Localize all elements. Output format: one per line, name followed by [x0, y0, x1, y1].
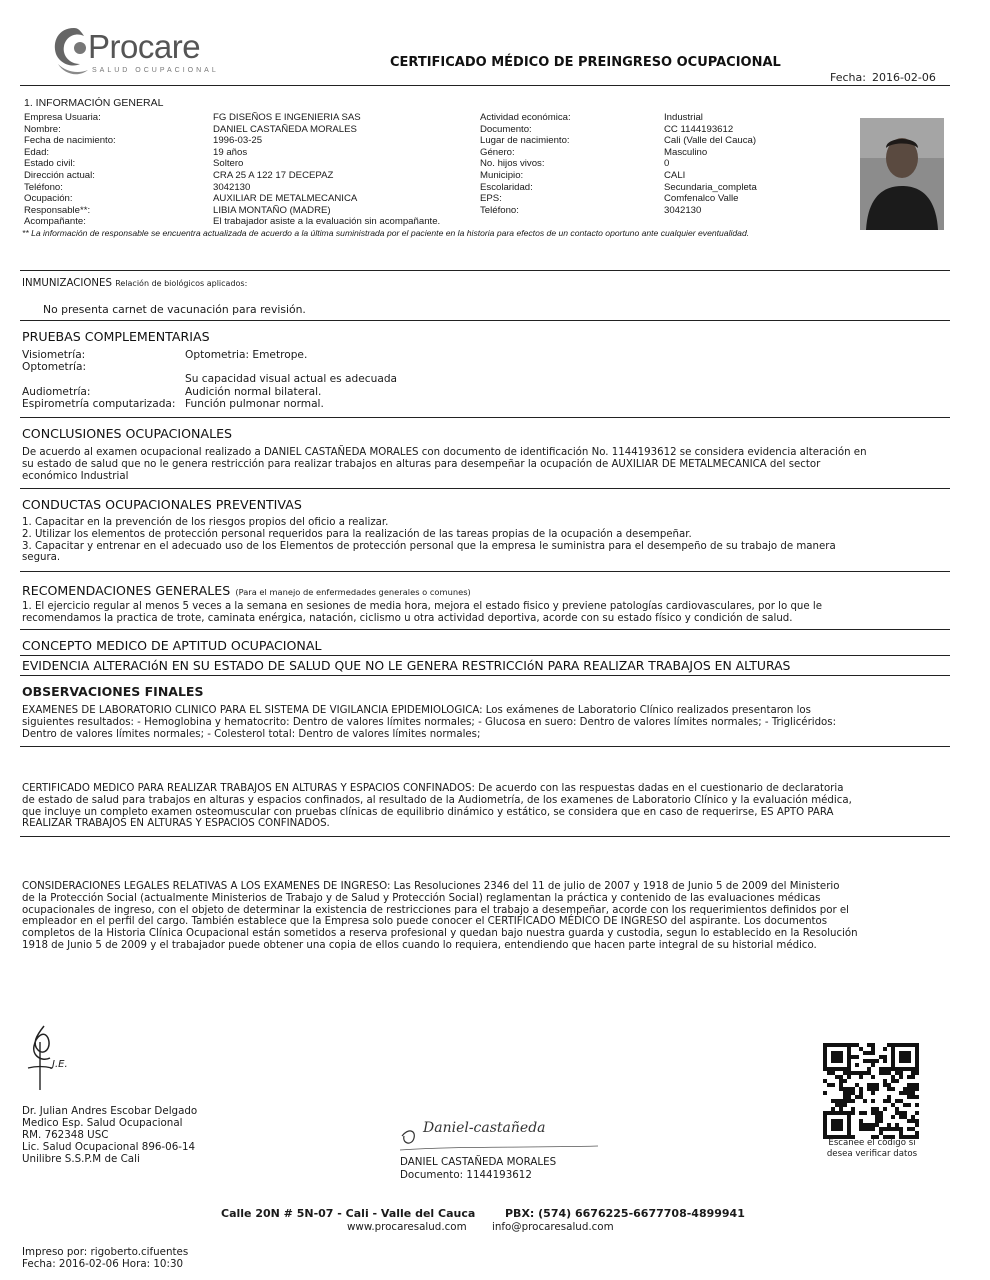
- general-value: FG DISEÑOS E INGENIERIA SAS: [213, 112, 361, 123]
- consideraciones-legales-text: [22, 881, 952, 952]
- inmunizaciones-text: No presenta carnet de vacunación para revisión.: [43, 303, 306, 316]
- general-value: 1996-03-25: [213, 135, 263, 147]
- footer-pbx: PBX: (574) 6676225-6677708-4899941: [505, 1207, 745, 1220]
- prueba-value: Audición normal bilateral.: [185, 385, 322, 398]
- general-label: Escolaridad:: [480, 181, 533, 193]
- patient-portrait-icon: [860, 118, 944, 230]
- general-label: Documento:: [480, 123, 532, 135]
- text-line: completos de la Historia Clínica Ocupacional están sometidos a reserva profesional y quedan bajo nuestra guarda y custodia, segun lo establecido en la Resolución: [22, 928, 858, 940]
- text-line: EXAMENES DE LABORATORIO CLINICO PARA EL SISTEMA DE VIGILANCIA EPIDEMIOLOGICA: Los exámenes de Laboratorio Clínico realizados presentaron los: [22, 705, 811, 716]
- prueba-value: Optometria: Emetrope.: [185, 349, 308, 361]
- general-right-labels: [480, 112, 571, 216]
- recomendaciones-heading: RECOMENDACIONES GENERALES: [22, 583, 231, 598]
- general-value: CALI: [664, 169, 686, 181]
- prueba-label: Audiometría:: [22, 385, 91, 398]
- prueba-value: [185, 361, 397, 373]
- general-value: Industrial: [664, 112, 703, 123]
- text-line: segura.: [22, 552, 61, 564]
- conductas-text: [22, 517, 952, 564]
- date-value: 2016-02-06: [871, 71, 936, 84]
- general-label: No. hijos vivos:: [480, 158, 545, 170]
- general-value: Secundaria_completa: [664, 181, 757, 193]
- patient-signature-scrawl: Daniel-castañeda: [423, 1120, 546, 1136]
- patient-photo: [860, 118, 944, 230]
- concepto-rule: [20, 675, 950, 676]
- doctor-signature: [22, 1022, 112, 1092]
- general-value: CRA 25 A 122 17 DECEPAZ: [213, 169, 334, 181]
- text-line: su estado de salud que no le genera restricción para realizar trabajos en alturas para desempeñar la ocupación de AUXILIAR DE METALMECANICA del sector: [22, 458, 821, 470]
- prueba-label: Espirometría computarizada:: [22, 397, 176, 410]
- prueba-value: Función pulmonar normal.: [185, 397, 324, 410]
- general-label: Dirección actual:: [24, 169, 95, 181]
- general-value: Comfenalco Valle: [664, 193, 739, 205]
- printed-by: Impreso por: rigoberto.cifuentes: [22, 1246, 189, 1258]
- general-value: 19 años: [213, 146, 248, 158]
- doctor-line: Dr. Julian Andres Escobar Delgado: [22, 1105, 198, 1117]
- text-line: 1. El ejercicio regular al menos 5 veces a la semana en sesiones de media hora, mejora el estado fisico y previene patologías cardiovasculares, por lo que le: [22, 601, 822, 612]
- inmunizaciones-sub: Relación de biológicos aplicados:: [115, 279, 248, 288]
- text-line: que incluye un completo examen osteomuscular con pruebas clínicas de equilibrio dinámico y estático, se considera que en caso de requerirse, ES APTO PARA: [22, 806, 834, 818]
- general-label: Estado civil:: [24, 158, 76, 170]
- general-value: El trabajador asiste a la evaluación sin acompañante.: [213, 216, 441, 228]
- general-value: AUXILIAR DE METALMECANICA: [213, 193, 358, 205]
- text-line: 3. Capacitar y entrenar en el adecuado uso de los Elementos de protección personal que la empresa le suministra para el desempeño de su trabajo de manera: [22, 540, 836, 552]
- general-label: Acompañante:: [24, 216, 86, 228]
- general-label: Municipio:: [480, 169, 524, 181]
- doctor-line: Lic. Salud Ocupacional 896-06-14: [22, 1141, 196, 1153]
- general-value: Soltero: [213, 158, 244, 170]
- laboratorio-text: [22, 705, 952, 740]
- responsable-note: ** La información de responsable se encuentra actualizada de acuerdo a la última suministrada por el paciente en la historia para efectos de un contacto oportuno ante cualquier eventualidad.: [22, 228, 750, 238]
- concepto-text: EVIDENCIA ALTERACIóN EN SU ESTADO DE SALUD QUE NO LE GENERA RESTRICCIóN PARA REALIZAR TRABAJOS EN ALTURAS: [22, 658, 791, 673]
- general-value: 0: [664, 158, 670, 170]
- general-label: EPS:: [480, 193, 502, 205]
- general-value: Masculino: [664, 146, 708, 158]
- conclusiones-heading: CONCLUSIONES OCUPACIONALES: [22, 426, 233, 441]
- doctor-line: Medico Esp. Salud Ocupacional: [22, 1117, 183, 1129]
- general-label: Género:: [480, 146, 515, 158]
- pruebas-labels: [22, 349, 175, 410]
- qr-caption: [813, 1138, 931, 1159]
- patient-doc: Documento: 1144193612: [400, 1169, 532, 1181]
- general-label: Actividad económica:: [480, 112, 571, 123]
- footer-web[interactable]: www.procaresalud.com: [347, 1221, 467, 1233]
- text-line: 2. Utilizar los elementos de protección personal requeridos para la realización de las tareas propias de la ocupación a desempeñar.: [22, 528, 692, 540]
- general-value: 3042130: [664, 204, 702, 216]
- inmunizaciones-rule: [20, 320, 950, 321]
- text-line: de estado de salud para trabajos en alturas y espacios confinados, al resultado de la Audiometría, de los examenes de Laboratorio Clínico y la evaluación médica,: [22, 794, 852, 806]
- prueba-label: Visiometría:: [22, 349, 86, 361]
- header-rule: [20, 85, 950, 86]
- text-line: Dentro de valores límites normales; - Colesterol total: Dentro de valores límites normales;: [22, 728, 481, 740]
- footer-email[interactable]: info@procaresalud.com: [492, 1221, 614, 1233]
- recomendaciones-heading-row: [22, 580, 471, 599]
- prueba-value: Su capacidad visual actual es adecuada: [185, 373, 398, 386]
- recomendaciones-sub: (Para el manejo de enfermedades generales o comunes): [235, 587, 471, 597]
- general-value: Cali (Valle del Cauca): [664, 135, 757, 147]
- prueba-label: [22, 373, 175, 385]
- alturas-rule: [20, 836, 950, 837]
- patient-name: DANIEL CASTAÑEDA MORALES: [400, 1156, 557, 1168]
- general-label: Teléfono:: [480, 204, 519, 216]
- doctor-line: Unilibre S.S.P.M de Cali: [22, 1153, 140, 1165]
- concepto-inner-rule: [20, 655, 950, 656]
- doctor-info: [22, 1105, 197, 1165]
- text-line: siguientes resultados: - Hemoglobina y hematocrito: Dentro de valores límites normales; - Glucosa en suero: Dentro de valores límites normales; - Triglicéridos:: [22, 716, 837, 728]
- general-value: CC 1144193612: [664, 123, 734, 135]
- pruebas-rule: [20, 417, 950, 418]
- text-line: De acuerdo al examen ocupacional realizado a DANIEL CASTAÑEDA MORALES con documento de identificación No. 1144193612 se considera evidencia alteración en: [22, 447, 867, 458]
- text-line: 1918 de Junio 5 de 2009 y el trabajador puede obtener una copia de ellos cuando lo requiera, entendiendo que hacen parte integral de su historial médico.: [22, 939, 817, 951]
- text-line: económico Industrial: [22, 470, 129, 482]
- inmunizaciones-heading-row: [22, 278, 247, 289]
- verification-qr-code[interactable]: [823, 1043, 919, 1139]
- general-right-values: [664, 112, 757, 216]
- qr-caption-line-1: Escanee el código si: [828, 1138, 916, 1148]
- conductas-heading: CONDUCTAS OCUPACIONALES PREVENTIVAS: [22, 497, 302, 512]
- laboratorio-rule: [20, 746, 950, 747]
- alturas-text: [22, 783, 952, 830]
- general-label: Edad:: [24, 146, 50, 158]
- text-line: CONSIDERACIONES LEGALES RELATIVAS A LOS EXAMENES DE INGRESO: Las Resoluciones 2346 del 11 de julio de 2007 y 1918 de Junio 5 de 2009 del Ministerio: [22, 881, 840, 892]
- general-rule: [20, 270, 950, 271]
- recomendaciones-rule: [20, 629, 950, 630]
- pruebas-values: [185, 349, 397, 410]
- general-label: Empresa Usuaria:: [24, 112, 101, 123]
- general-label: Nombre:: [24, 123, 61, 135]
- inmunizaciones-heading: INMUNIZACIONES: [22, 278, 112, 289]
- text-line: CERTIFICADO MEDICO PARA REALIZAR TRABAJOS EN ALTURAS Y ESPACIOS CONFINADOS: De acuerdo con las respuestas dadas en el cuestionario de declaratoria: [22, 783, 844, 794]
- doctor-line: RM. 762348 USC: [22, 1129, 109, 1141]
- general-label: Lugar de nacimiento:: [480, 135, 570, 147]
- general-label: Fecha de nacimiento:: [24, 135, 116, 147]
- conclusiones-rule: [20, 488, 950, 489]
- document-title: CERTIFICADO MÉDICO DE PREINGRESO OCUPACIONAL: [390, 55, 781, 70]
- general-left-values: [213, 112, 440, 228]
- text-line: de la Protección Social (actualmente Ministerios de Trabajo y de Salud y Protección Social) reglamentan la práctica y contenido de las evaluaciones médicas: [22, 892, 821, 904]
- qr-caption-line-2: desea verificar datos: [826, 1148, 918, 1159]
- general-info-heading: 1. INFORMACIÓN GENERAL: [24, 97, 164, 109]
- text-line: ocupacionales de ingreso, con el objeto de determinar la existencia de restricciones para el trabajo a desempeñar, acorde con los requerimientos definidos por el: [22, 904, 849, 916]
- footer-address: Calle 20N # 5N-07 - Cali - Valle del Cauca: [221, 1207, 476, 1220]
- conductas-rule: [20, 571, 950, 572]
- general-left-labels: [24, 112, 116, 228]
- general-value: LIBIA MONTAÑO (MADRE): [213, 204, 331, 216]
- doctor-initials: J.E.: [52, 1059, 68, 1070]
- recomendaciones-text: [22, 601, 952, 625]
- conclusiones-text: [22, 447, 952, 482]
- general-label: Ocupación:: [24, 193, 73, 205]
- logo-wordmark: Procare: [88, 28, 201, 65]
- text-line: empleador en el perfil del cargo. También establece que la Empresa solo puede conocer el CERTIFICADO MÉDICO DE INGRESO del aspirante. Los documentos: [22, 916, 828, 928]
- date-label: Fecha:: [830, 71, 866, 84]
- prueba-label: Optometría:: [22, 361, 87, 374]
- printed-at: Fecha: 2016-02-06 Hora: 10:30: [22, 1258, 184, 1270]
- logo-subtitle: SALUD OCUPACIONAL: [92, 67, 219, 74]
- general-value: DANIEL CASTAÑEDA MORALES: [213, 123, 357, 135]
- text-line: REALIZAR TRABAJOS EN ALTURAS Y ESPACIOS CONFINADOS.: [22, 818, 330, 830]
- general-value: 3042130: [213, 181, 251, 193]
- text-line: recomendamos la practica de trote, caminata enérgica, natación, ciclismo u otra actividad deportiva, acorde con su estado físico y condición de salud.: [22, 612, 793, 624]
- concepto-heading: CONCEPTO MEDICO DE APTITUD OCUPACIONAL: [22, 638, 322, 653]
- general-label: Responsable**:: [24, 204, 91, 216]
- observaciones-heading: OBSERVACIONES FINALES: [22, 684, 204, 699]
- document-date: [830, 71, 936, 84]
- text-line: 1. Capacitar en la prevención de los riesgos propios del oficio a realizar.: [22, 517, 389, 528]
- procare-logo: [50, 24, 230, 84]
- general-label: Teléfono:: [24, 181, 63, 193]
- pruebas-heading: PRUEBAS COMPLEMENTARIAS: [22, 329, 210, 344]
